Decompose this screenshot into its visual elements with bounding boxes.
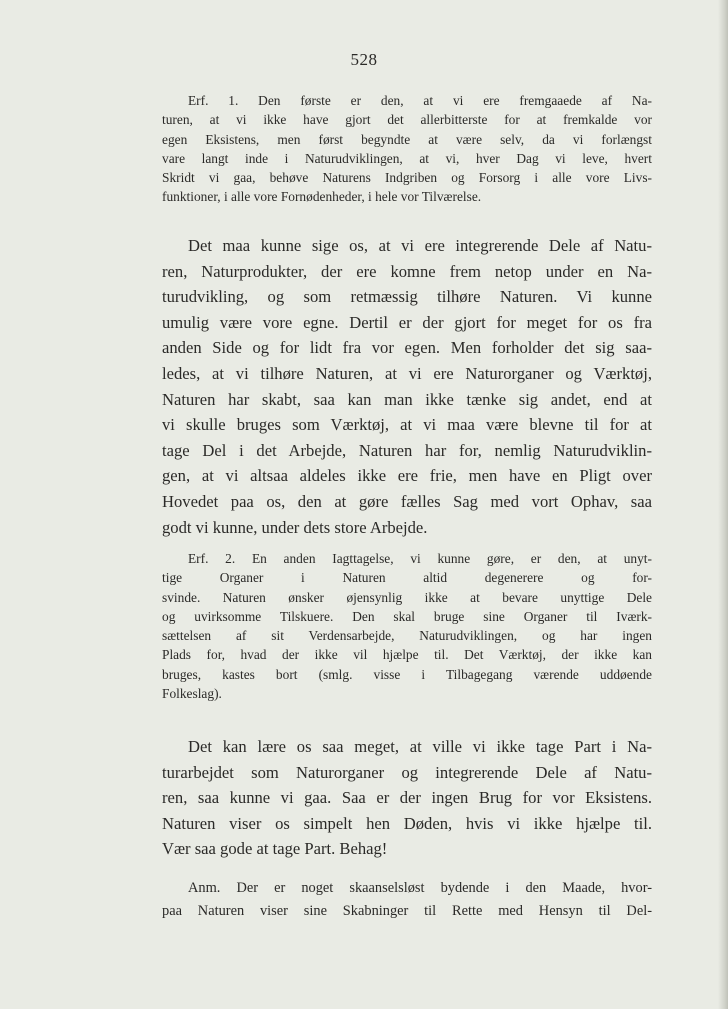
main-paragraph-1	[162, 233, 652, 540]
text-line: Plads for, hvad der ikke vil hjælpe til. Det Værktøj, der ikke kan	[162, 647, 652, 663]
text-line: egen Eksistens, men først begyndte at være selv, da vi forlængst	[162, 131, 652, 147]
text-line: anden Side og for lidt fra vor egen. Men forholder det sig saa-	[162, 338, 652, 358]
text-line: Skridt vi gaa, behøve Naturens Indgriben og Forsorg i alle vore Livs-	[162, 170, 652, 186]
text-line: ren, saa kunne vi gaa. Saa er der ingen Brug for vor Eksistens.	[162, 788, 652, 808]
text-line: Det kan lære os saa meget, at ville vi ikke tage Part i Na-	[188, 737, 652, 756]
text-line: ren, Naturprodukter, der ere komne frem netop under en Na-	[162, 261, 652, 281]
text-line: sættelsen af sit Verdensarbejde, Naturudviklingen, og har ingen	[162, 628, 652, 644]
text-line: ledes, at vi tilhøre Naturen, at vi ere Naturorganer og Værktøj,	[162, 363, 652, 383]
text-line: Vær saa gode at tage Part. Behag!	[162, 839, 388, 859]
text-line: tige Organer i Naturen altid degenerere og for-	[162, 570, 652, 586]
text-line: tage Del i det Arbejde, Naturen har for, nemlig Naturudviklin-	[162, 440, 652, 460]
text-line: funktioner, i alle vore Fornødenheder, i hele vor Tilværelse.	[162, 189, 482, 205]
text-line: Naturen har skabt, saa kan man ikke tænke sig andet, end at	[162, 389, 652, 409]
text-line: Erf. 1. Den første er den, at vi ere fremgaaede af Na-	[188, 93, 652, 108]
text-line: bruges, kastes bort (smlg. visse i Tilbagegang værende uddøende	[162, 666, 652, 682]
text-line: Naturen viser os simpelt hen Døden, hvis vi ikke hjælpe til.	[162, 813, 652, 833]
text-line: godt vi kunne, under dets store Arbejde.	[162, 517, 428, 537]
text-line: umulig være vore egne. Dertil er der gjort for meget for os fra	[162, 312, 652, 332]
text-line: svinde. Naturen ønsker øjensynlig ikke at bevare unyttige Dele	[162, 589, 652, 605]
text-line: gen, at vi altsaa aldeles ikke ere frie, men have en Pligt over	[162, 466, 652, 486]
text-line: Folkeslag).	[162, 686, 222, 702]
text-line: Anm. Der er noget skaanselsløst bydende i den Maade, hvor-	[188, 880, 652, 896]
note-paragraph	[162, 877, 652, 923]
text-line: Det maa kunne sige os, at vi ere integrerende Dele af Natu-	[188, 236, 652, 255]
text-line: turudvikling, og som retmæssig tilhøre Naturen. Vi kunne	[162, 287, 652, 307]
text-line: turen, at vi ikke have gjort det allerbitterste for at fremkalde vor	[162, 112, 652, 128]
text-line: paa Naturen viser sine Skabninger til Rette med Hensyn til Del-	[162, 903, 652, 919]
text-line: og uvirksomme Tilskuere. Den skal bruge sine Organer til Iværk-	[162, 608, 652, 624]
observation-1-paragraph	[162, 91, 652, 207]
page-edge-shadow	[718, 0, 728, 1009]
observation-2-paragraph	[162, 549, 652, 703]
text-line: turarbejdet som Naturorganer og integrerende Dele af Natu-	[162, 762, 652, 782]
text-line: Erf. 2. En anden Iagttagelse, vi kunne gøre, er den, at unyt-	[188, 551, 652, 566]
page-number: 528	[350, 50, 378, 69]
text-line: vi skulle bruges som Værktøj, at vi maa være blevne til for at	[162, 415, 652, 435]
main-paragraph-2	[162, 734, 652, 862]
text-line: Hovedet paa os, den at gøre fælles Sag med vort Ophav, saa	[162, 491, 652, 511]
text-line: vare langt inde i Naturudviklingen, at vi, hver Dag vi leve, hvert	[162, 150, 652, 166]
